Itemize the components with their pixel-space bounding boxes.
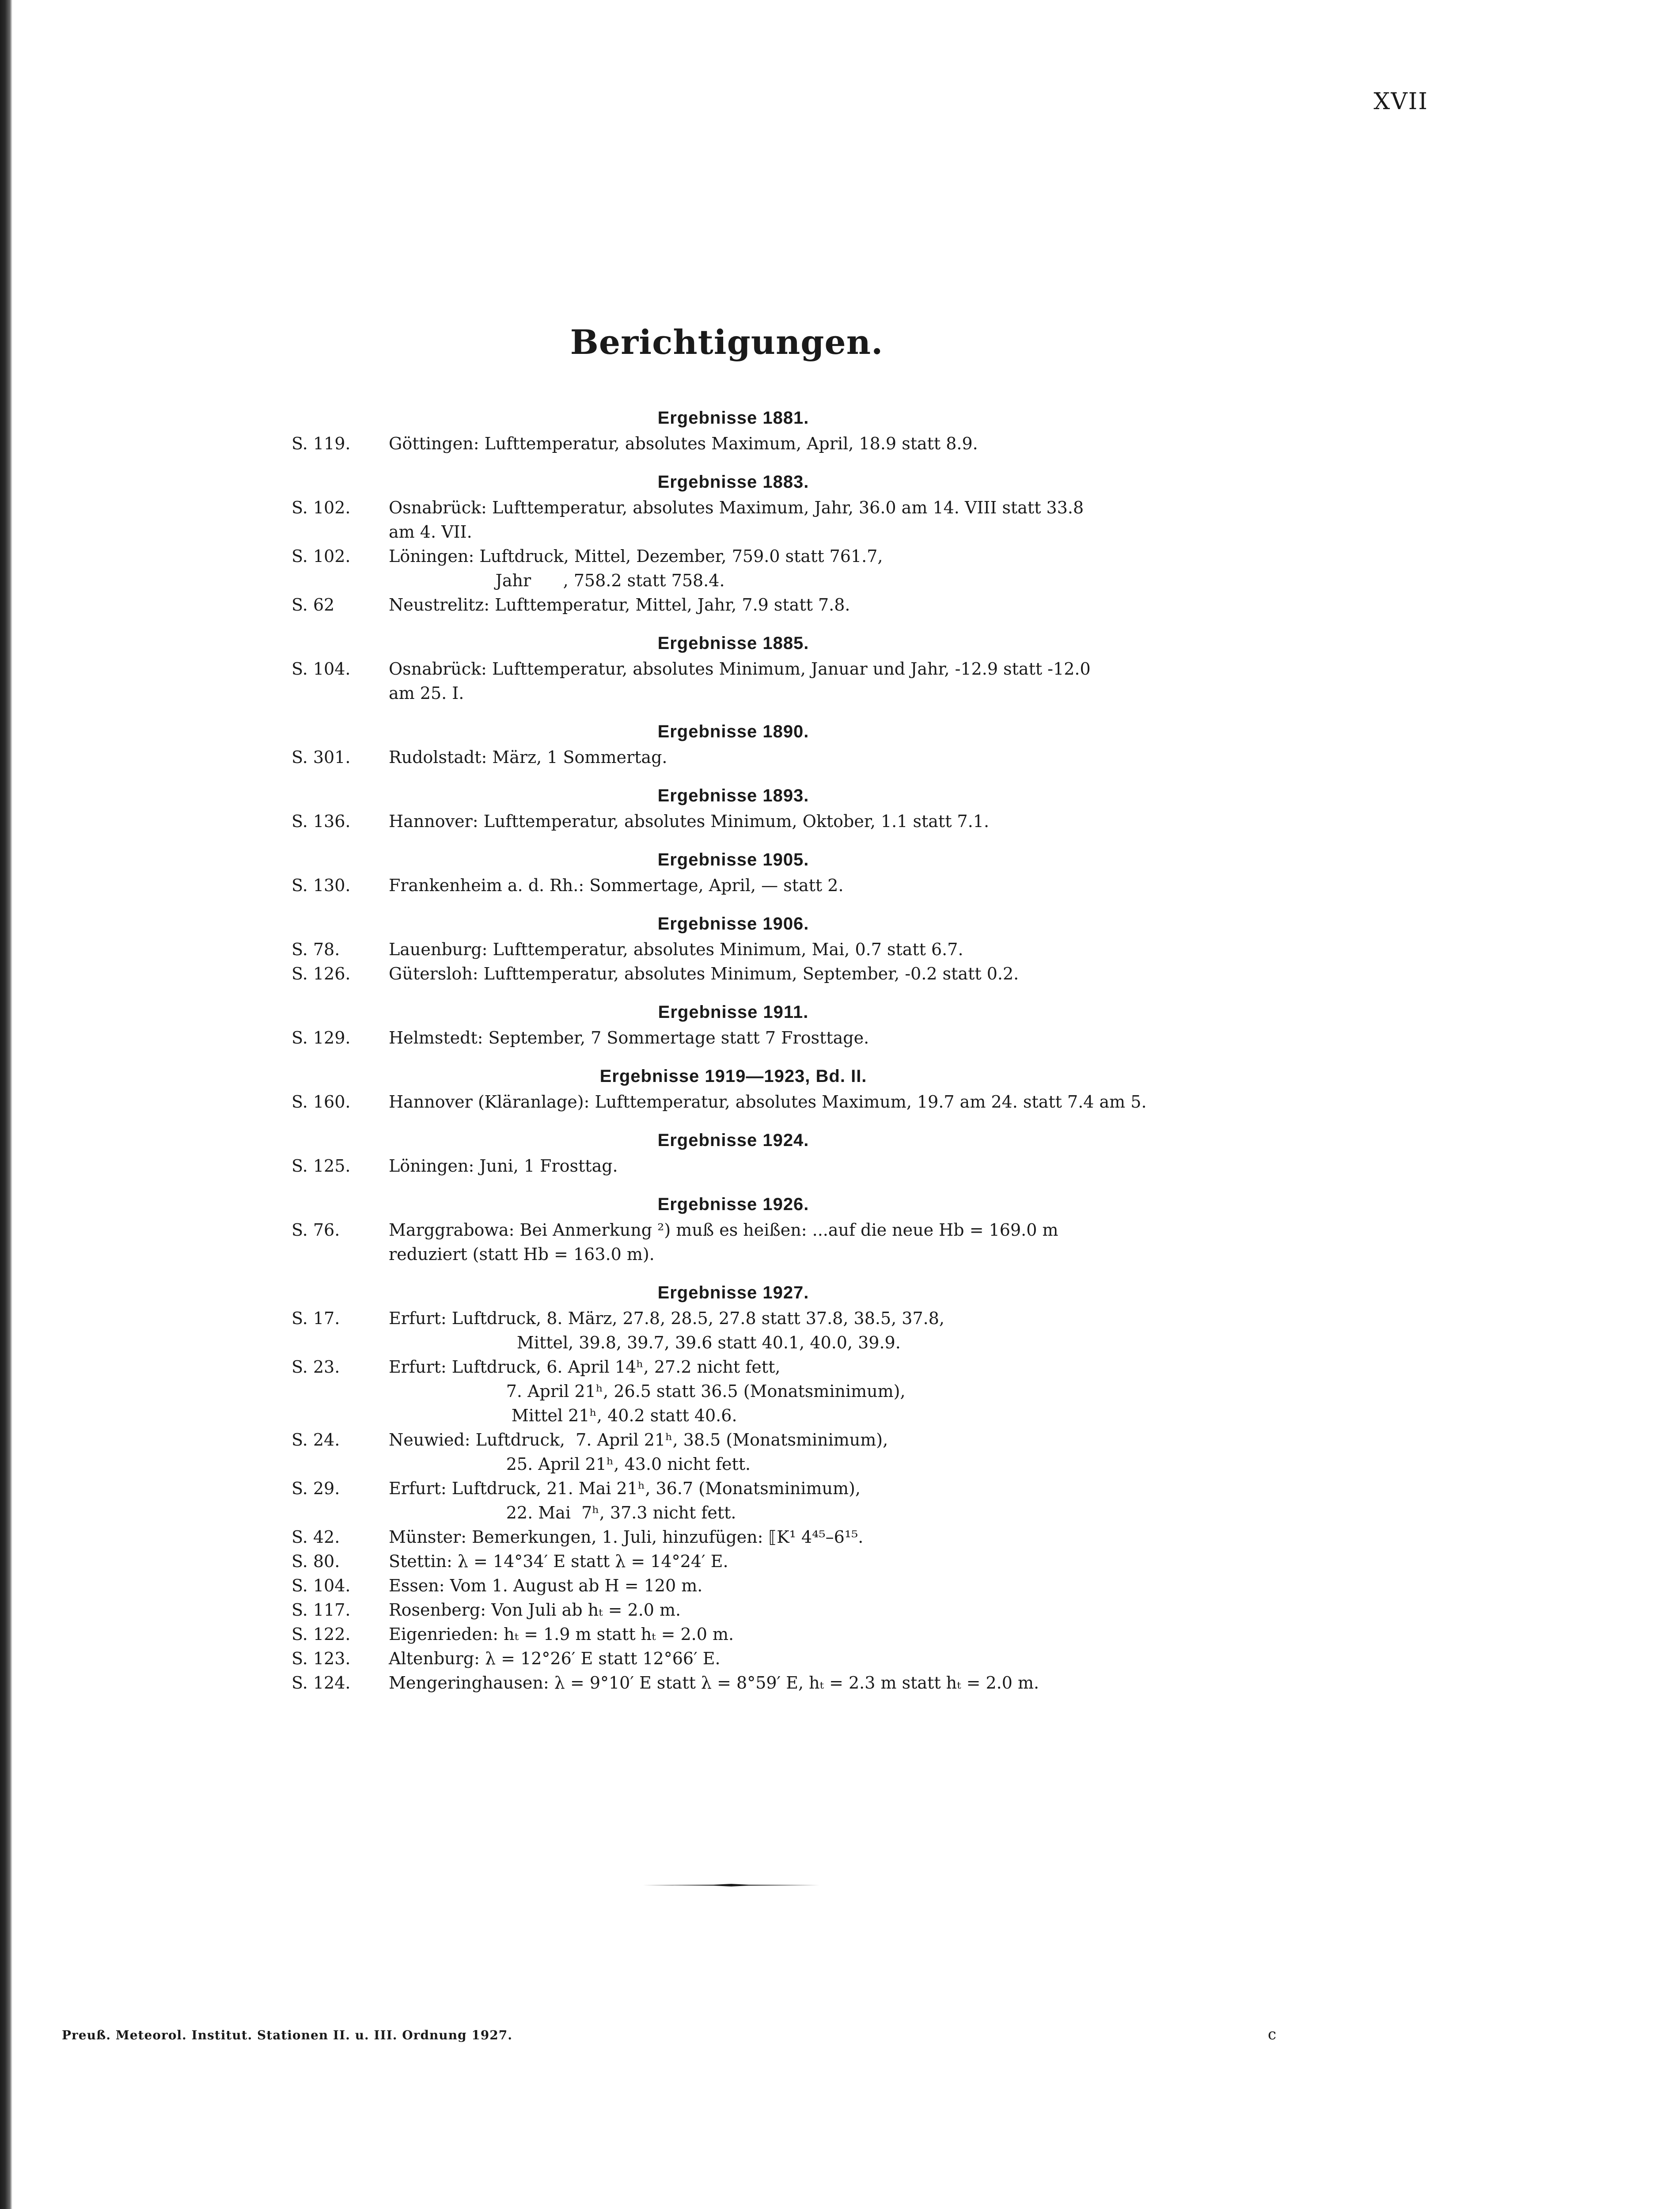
section-heading: Ergebnisse 1905.: [657, 850, 809, 869]
correction-entry: [292, 1671, 1175, 1695]
correction-entry: [292, 873, 1175, 898]
page-reference: S. 42.: [292, 1527, 340, 1547]
correction-line: Erfurt: Luftdruck, 6. April 14ʰ, 27.2 nicht fett,: [389, 1357, 781, 1377]
correction-text: [389, 1428, 1175, 1476]
correction-line: Jahr , 758.2 statt 758.4.: [389, 571, 725, 590]
corrections-section: [292, 1191, 1175, 1267]
correction-text: [389, 1154, 1175, 1178]
correction-text: [389, 1476, 1175, 1525]
page-reference: S. 125.: [292, 1156, 351, 1176]
correction-line: 25. April 21ʰ, 43.0 nicht fett.: [389, 1454, 751, 1474]
corrections-section: [292, 910, 1175, 986]
correction-text: [389, 1306, 1175, 1355]
correction-entry: [292, 593, 1175, 617]
correction-line: Gütersloh: Lufttemperatur, absolutes Minimum, September, -0.2 statt 0.2.: [389, 964, 1019, 983]
page-reference: S. 104.: [292, 659, 351, 679]
correction-text: [389, 1549, 1175, 1574]
correction-entry: [292, 1218, 1175, 1267]
correction-entry: [292, 1154, 1175, 1178]
correction-text: [389, 1525, 1175, 1549]
correction-entry: [292, 937, 1175, 962]
section-heading: Ergebnisse 1890.: [657, 722, 809, 741]
correction-line: Neuwied: Luftdruck, 7. April 21ʰ, 38.5 (Monatsminimum),: [389, 1430, 888, 1450]
page-reference: S. 29.: [292, 1479, 340, 1498]
correction-entry: [292, 1090, 1175, 1114]
page-reference: S. 78.: [292, 940, 340, 959]
page-reference: S. 136.: [292, 812, 351, 831]
correction-line: am 25. I.: [389, 683, 464, 703]
corrections-section: [292, 1279, 1175, 1695]
correction-line: 22. Mai 7ʰ, 37.3 nicht fett.: [389, 1503, 736, 1522]
page-reference: S. 126.: [292, 964, 351, 983]
correction-line: Hannover (Kläranlage): Lufttemperatur, absolutes Maximum, 19.7 am 24. statt 7.4 am 5.: [389, 1092, 1147, 1112]
correction-text: [389, 496, 1175, 544]
section-heading: Ergebnisse 1893.: [657, 786, 809, 805]
page-reference: S. 17.: [292, 1309, 340, 1328]
section-heading: Ergebnisse 1883.: [657, 472, 809, 492]
correction-entry: [292, 1525, 1175, 1549]
page-number: XVII: [1373, 88, 1428, 115]
section-heading: Ergebnisse 1881.: [657, 408, 809, 428]
correction-entry: [292, 657, 1175, 706]
correction-text: [389, 937, 1175, 962]
correction-text: [389, 1647, 1175, 1671]
corrections-section: [292, 782, 1175, 834]
page-reference: S. 80.: [292, 1552, 340, 1571]
correction-text: [389, 544, 1175, 593]
corrections-section: [292, 404, 1175, 456]
corrections-section: [292, 630, 1175, 706]
correction-entry: [292, 962, 1175, 986]
correction-line: Rudolstadt: März, 1 Sommertag.: [389, 748, 667, 767]
footer-signature: c: [1268, 2026, 1277, 2043]
correction-entry: [292, 544, 1175, 593]
corrections-section: [292, 998, 1175, 1050]
corrections-section: [292, 1063, 1175, 1114]
page-reference: S. 301.: [292, 748, 351, 767]
correction-line: 7. April 21ʰ, 26.5 statt 36.5 (Monatsminimum),: [389, 1382, 906, 1401]
section-heading: Ergebnisse 1927.: [657, 1283, 809, 1302]
correction-line: Osnabrück: Lufttemperatur, absolutes Minimum, Januar und Jahr, -12.9 statt -12.0: [389, 659, 1091, 679]
corrections-section: [292, 846, 1175, 898]
correction-entry: [292, 496, 1175, 544]
correction-line: Helmstedt: September, 7 Sommertage statt 7 Frosttage.: [389, 1028, 869, 1048]
correction-line: Mittel 21ʰ, 40.2 statt 40.6.: [389, 1406, 737, 1425]
correction-text: [389, 657, 1175, 706]
section-heading: Ergebnisse 1906.: [657, 914, 809, 934]
correction-text: [389, 962, 1175, 986]
correction-line: Frankenheim a. d. Rh.: Sommertage, April, — statt 2.: [389, 876, 844, 895]
correction-entry: [292, 1355, 1175, 1428]
section-heading: Ergebnisse 1911.: [658, 1002, 809, 1022]
corrections-list: [292, 404, 1175, 1708]
page-title: Berichtigungen.: [570, 323, 884, 362]
correction-line: Löningen: Juni, 1 Frosttag.: [389, 1156, 618, 1176]
correction-line: reduziert (statt Hb = 163.0 m).: [389, 1245, 655, 1264]
correction-line: Altenburg: λ = 12°26′ E statt 12°66′ E.: [389, 1649, 721, 1668]
correction-line: Rosenberg: Von Juli ab hₜ = 2.0 m.: [389, 1600, 681, 1620]
correction-line: Hannover: Lufttemperatur, absolutes Minimum, Oktober, 1.1 statt 7.1.: [389, 812, 990, 831]
corrections-section: [292, 1127, 1175, 1178]
correction-text: [389, 745, 1175, 770]
correction-line: Erfurt: Luftdruck, 21. Mai 21ʰ, 36.7 (Monatsminimum),: [389, 1479, 861, 1498]
corrections-section: [292, 718, 1175, 770]
page-reference: S. 130.: [292, 876, 351, 895]
correction-line: Mengeringhausen: λ = 9°10′ E statt λ = 8°59′ E, hₜ = 2.3 m statt hₜ = 2.0 m.: [389, 1673, 1039, 1693]
correction-line: Münster: Bemerkungen, 1. Juli, hinzufügen: ⟦K¹ 4⁴⁵–6¹⁵.: [389, 1527, 864, 1547]
correction-entry: [292, 745, 1175, 770]
page-reference: S. 124.: [292, 1673, 351, 1693]
correction-text: [389, 1598, 1175, 1622]
correction-entry: [292, 1476, 1175, 1525]
correction-entry: [292, 1647, 1175, 1671]
page-reference: S. 129.: [292, 1028, 351, 1048]
section-heading: Ergebnisse 1919—1923, Bd. II.: [599, 1067, 867, 1086]
correction-line: Osnabrück: Lufttemperatur, absolutes Maximum, Jahr, 36.0 am 14. VIII statt 33.8: [389, 498, 1084, 517]
correction-line: Essen: Vom 1. August ab H = 120 m.: [389, 1576, 703, 1595]
page-reference: S. 102.: [292, 498, 351, 517]
correction-text: [389, 593, 1175, 617]
correction-line: Stettin: λ = 14°34′ E statt λ = 14°24′ E.: [389, 1552, 728, 1571]
correction-line: Göttingen: Lufttemperatur, absolutes Maximum, April, 18.9 statt 8.9.: [389, 434, 978, 453]
page-reference: S. 123.: [292, 1649, 351, 1668]
correction-entry: [292, 432, 1175, 456]
section-heading: Ergebnisse 1926.: [657, 1195, 809, 1214]
page-reference: S. 122.: [292, 1624, 351, 1644]
decorative-rule: [643, 1883, 819, 1887]
page-reference: S. 102.: [292, 547, 351, 566]
correction-text: [389, 809, 1175, 834]
correction-entry: [292, 1622, 1175, 1647]
correction-line: Neustrelitz: Lufttemperatur, Mittel, Jahr, 7.9 statt 7.8.: [389, 595, 850, 615]
correction-text: [389, 873, 1175, 898]
page-reference: S. 160.: [292, 1092, 351, 1112]
correction-text: [389, 1671, 1175, 1695]
correction-line: Eigenrieden: hₜ = 1.9 m statt hₜ = 2.0 m.: [389, 1624, 734, 1644]
page-reference: S. 24.: [292, 1430, 340, 1450]
correction-line: Erfurt: Luftdruck, 8. März, 27.8, 28.5, 27.8 statt 37.8, 38.5, 37.8,: [389, 1309, 944, 1328]
correction-text: [389, 1622, 1175, 1647]
correction-entry: [292, 1026, 1175, 1050]
correction-line: Mittel, 39.8, 39.7, 39.6 statt 40.1, 40.0, 39.9.: [389, 1333, 901, 1352]
correction-line: Lauenburg: Lufttemperatur, absolutes Minimum, Mai, 0.7 statt 6.7.: [389, 940, 963, 959]
page-reference: S. 62: [292, 595, 335, 615]
correction-text: [389, 1218, 1175, 1267]
page-reference: S. 119.: [292, 434, 351, 453]
correction-line: am 4. VII.: [389, 522, 472, 542]
page-reference: S. 76.: [292, 1220, 340, 1240]
page-reference: S. 104.: [292, 1576, 351, 1595]
correction-text: [389, 1026, 1175, 1050]
correction-line: Löningen: Luftdruck, Mittel, Dezember, 759.0 statt 761.7,: [389, 547, 883, 566]
section-heading: Ergebnisse 1924.: [657, 1131, 809, 1150]
page-reference: S. 117.: [292, 1600, 351, 1620]
footer-publisher: Preuß. Meteorol. Institut. Stationen II. u. III. Ordnung 1927.: [62, 2028, 513, 2042]
correction-text: [389, 1355, 1175, 1428]
correction-entry: [292, 1428, 1175, 1476]
correction-text: [389, 1090, 1175, 1114]
correction-text: [389, 1574, 1175, 1598]
correction-entry: [292, 809, 1175, 834]
correction-line: Marggrabowa: Bei Anmerkung ²) muß es heißen: ...auf die neue Hb = 169.0 m: [389, 1220, 1058, 1240]
correction-text: [389, 432, 1175, 456]
correction-entry: [292, 1574, 1175, 1598]
correction-entry: [292, 1549, 1175, 1574]
corrections-section: [292, 468, 1175, 617]
correction-entry: [292, 1598, 1175, 1622]
correction-entry: [292, 1306, 1175, 1355]
page-reference: S. 23.: [292, 1357, 340, 1377]
section-heading: Ergebnisse 1885.: [657, 634, 809, 653]
